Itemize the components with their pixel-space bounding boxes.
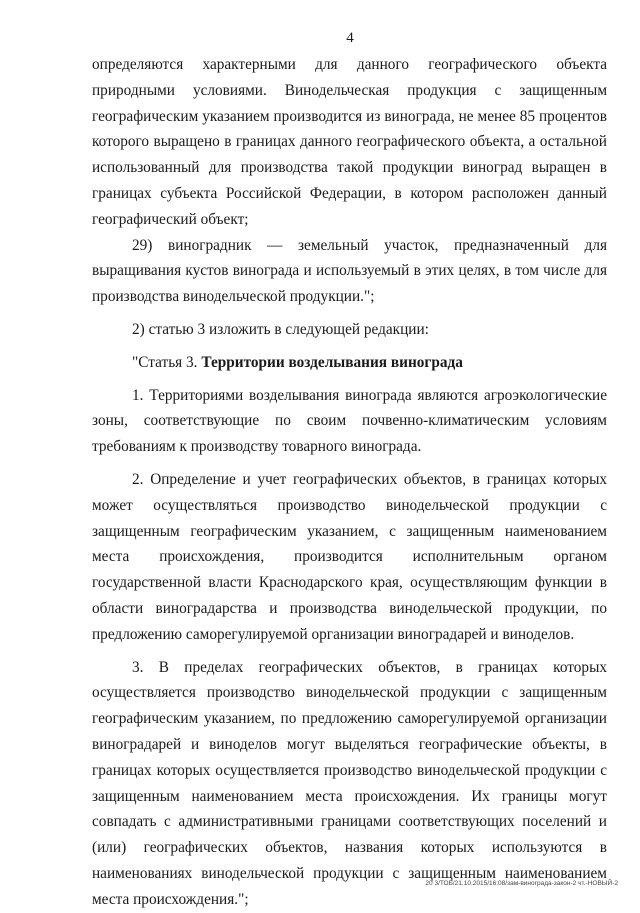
paragraph-continuation: определяются характерными для данного географического объекта природными условиями. Винодельческая продукция с защищенным географическим указанием производится из винограда, не менее 85 процентов которого выращено в границах данного географического объекта, а остальной использованный для производства такой продукции виноград выращен в границах субъекта Российской Федерации, в котором расположен данный географический объект;	[92, 56, 607, 228]
paragraph-item-29: 29) виноградник — земельный участок, предназначенный для выращивания кустов винограда и используемый в этих целях, в том числе для производства винодельческой продукции.";	[92, 236, 607, 306]
clause-1: 1. Территориями возделывания винограда являются агроэкологические зоны, соответствующие по своим почвенно-климатическим условиям требованиям к производству товарного винограда.	[92, 386, 607, 456]
clause-2: 2. Определение и учет географических объектов, в границах которых может осуществляться производство винодельческой продукции с защищенным географическим указанием, с защищенным наименованием места происхождения, производится исполнительным органом государственной власти Краснодарского края, осуществляющим функции в области виноградарства и производства винодельческой продукции, по предложению саморегулируемой организации виноградарей и виноделов.	[92, 470, 607, 643]
footer-document-code: 20 3/ТОБ/21.10.2015/16:08/зам-винограда-закон-2 чт.-НОВЫЙ-2	[425, 880, 618, 887]
document-body	[92, 52, 607, 913]
page-number: 4	[346, 30, 354, 46]
article-heading	[92, 350, 607, 376]
clause-3: 3. В пределах географических объектов, в границах которых осуществляется производство винодельческой продукции с защищенным географическим указанием, по предложению саморегулируемой организации виноградарей и виноделов могут выделяться географические объекты, в границах которых осуществляется производство винодельческой продукции с защищенным наименованием места происхождения. Их границы могут совпадать с административными границами соответствующих поселений и (или) географических объектов, названия которых используются в наименованиях винодельческой продукции с защищенным наименованием места происхождения.";	[92, 658, 607, 908]
paragraph-amend-article-3: 2) статью 3 изложить в следующей редакции:	[132, 320, 429, 338]
article-heading-title: Территории возделывания винограда	[201, 353, 463, 371]
article-heading-prefix: "Статья 3.	[132, 353, 202, 371]
